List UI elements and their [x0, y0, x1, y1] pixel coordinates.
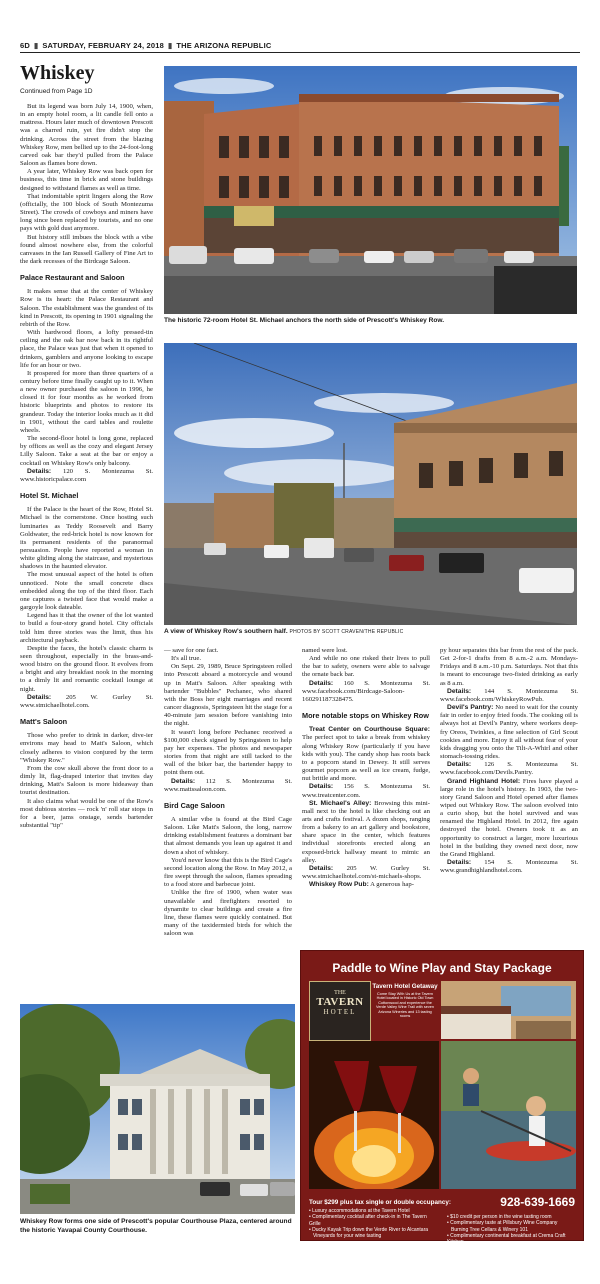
package-box — [371, 981, 439, 1039]
ad-bullet: • Complimentary cocktail after check-in in The Tavern Grille — [309, 1214, 427, 1227]
photo-hotel-st-michael — [164, 66, 577, 314]
photo-courthouse — [20, 1004, 295, 1214]
paragraph: Despite the faces, the hotel's classic charm is seen throughout, especially in the brass-and-wood bistro on the ground floor. It evolves from a bright and airy breakfast nook in the morning to a dimly lit and romantic cocktail lounge at night. — [20, 644, 153, 693]
subhead-hotel-st-michael: Hotel St. Michael — [20, 491, 79, 501]
article-column-3 — [302, 647, 430, 889]
photo-whiskey-row-south — [164, 343, 577, 625]
ad-bullet: • $10 credit per person in the wine tasting room — [447, 1214, 552, 1220]
stop-label: Devil's Pantry: — [447, 704, 494, 712]
details-label: Details: — [27, 693, 52, 701]
kayak-graphic — [441, 1041, 576, 1189]
details-text: 160 S. Montezuma St. www.facebook.com/Birdcage-Saloon-160291187328475. — [302, 679, 430, 703]
paragraph: It's all true. — [171, 655, 201, 663]
continued-from: Continued from Page 1D — [20, 88, 93, 95]
package-name: Tavern Hotel Getaway — [372, 983, 438, 990]
ad-bullets-right — [447, 1214, 575, 1245]
stop-text: The perfect spot to take a break from whiskey along Whiskey Row (particularly if you have kids with you). The candy shop has roots back to a popcorn stand in Dewey. It still serves gourmet popcorn as well as ice cream, fudge, nut brittle and more. — [302, 734, 430, 783]
details-line — [302, 865, 430, 881]
whiskey-row-south-image — [164, 343, 577, 625]
wine-fire-image — [309, 1041, 439, 1189]
subhead-more-stops: More notable stops on Whiskey Row — [302, 711, 429, 721]
paragraph: And while no one risked their lives to pull the bar to safety, owners were able to salvage the ornate back bar. — [302, 655, 430, 679]
folio-line — [20, 40, 580, 50]
stop-entry — [302, 881, 430, 889]
tavern-hotel-ad[interactable] — [300, 950, 584, 1246]
details-label: Details: — [171, 777, 196, 785]
paragraph: py hour separates this bar from the rest of the pack. Get 2-for-1 drafts from 8 a.m.-2 a.m. Mondays-Fridays and 8 a.m.-10 p.m. Saturdays. Not that this is meant to encourage two-fisted drinking as early as 8 a.m. — [440, 647, 578, 687]
paragraph: But its legend was born July 14, 1900, when, in an empty hotel room, a lit candle fell onto a mattress. Hours later much of downtown Prescott was a charred ruin, yet fire didn't stop the drinking. Across the street from the blazing Whiskey Row, men bellied up to the 24-foot-long carved oak bar they'd pulled from the Palace Saloon as flames bore down. — [20, 103, 153, 168]
details-text: 156 S. Montezuma St. www.treatcenter.com. — [302, 783, 430, 799]
article-column-1 — [20, 103, 153, 830]
folio-separator: ▮ — [34, 40, 39, 50]
details-text: 154 S. Montezuma St. www.grandhighlandhotel.com. — [440, 859, 578, 875]
details-text: 205 W. Gurley St. www.stmichaelhotel.com. — [20, 693, 153, 709]
folio-paper: THE ARIZONA REPUBLIC — [176, 40, 272, 50]
details-label: Details: — [309, 679, 334, 687]
subhead-matts-saloon: Matt's Saloon — [20, 717, 68, 727]
tavern-hotel-logo — [309, 981, 371, 1041]
folio-separator: ▮ — [168, 40, 173, 50]
logo-the: THE — [334, 990, 346, 996]
stop-entry — [302, 726, 430, 783]
stop-label: St. Michael's Alley: — [309, 799, 372, 807]
subhead-palace: Palace Restaurant and Saloon — [20, 273, 125, 283]
subhead-bird-cage: Bird Cage Saloon — [164, 800, 225, 810]
folio-date: SATURDAY, FEBRUARY 24, 2018 — [42, 40, 165, 50]
details-line — [440, 761, 578, 777]
hotel-room-image — [441, 981, 576, 1039]
stop-text: No need to wait for the county fair in order to enjoy fried foods. The cooking oil is always hot at Devil's Pantry, where workers deep-fry Oreos, Twinkies, a fine selection of Girl Scout cookies and more. Enjoy it all without fear of your kids dragging you onto the Tilt-A-Whirl and other stomach-tossing rides. — [440, 704, 578, 761]
ad-bullets-left — [309, 1208, 439, 1245]
stop-entry — [302, 800, 430, 865]
courthouse-image — [20, 1004, 295, 1214]
paragraph: It prospered for more than three quarters of a century before time finally caught up to it. When a new owner purchased the saloon in 1996, he closed it for four months as he worked from historic blueprints and photos to restore its grandeur. Today the interior looks much as it did in 1901, without the card tables and roulette wheels. — [20, 369, 153, 434]
details-label: Details: — [447, 761, 472, 769]
article-column-2 — [164, 647, 292, 938]
stop-label: Grand Highland Hotel: — [447, 777, 521, 785]
ad-bullet: • Complimentary continental breakfast at Crema Craft Kitchen — [447, 1232, 566, 1246]
stop-entry — [440, 704, 578, 761]
stop-entry — [440, 778, 578, 860]
paragraph: That indomitable spirit lingers along the Row (officially, the 100 block of South Montezuma Street). The crowds of cowboys and miners have long since been replaced by tourists, and no one pays with gold dust anymore. — [20, 192, 153, 233]
stop-text: Fires have played a large role in the hotel's history. In 1903, the two-story Grand Saloon and Hotel opened after flames wiped out Whiskey Row. The saloon evolved into a curio shop, but the hotel survived and was renamed the Highland Hotel. In 2012, fire again destroyed the hotel. Owners took it as an opportunity to construct a larger, more luxurious hotel in the building they owned next door, now the Grand Highland. — [440, 777, 579, 858]
paragraph: It wasn't long before Pechanec received a $100,000 check signed by Springsteen to help pay her expenses. The photos and newspaper stories from that night are still tacked to the wall of the biker bar, the bartender happy to point them out. — [164, 728, 292, 777]
stop-text: Browsing this mini-mall next to the hotel is like checking out an arts and crafts festival. A dozen shops, ranging from a bakery to an art gallery and bookstore, share space in the center, which features individual storefronts erected along an exposed-brick hallway meant to mimic an alley. — [302, 799, 430, 864]
details-line — [302, 783, 430, 799]
caption-top-photo: The historic 72-room Hotel St. Michael anchors the north side of Prescott's Whiskey Row. — [164, 317, 445, 324]
paragraph: A year later, Whiskey Row was back open for business, this time in brick and stone buildings designed to withstand flames as well as time. — [20, 168, 153, 192]
paragraph: — save for one fact. — [164, 647, 219, 654]
ad-bullet: • Luxury accommodations at the Tavern Hotel — [309, 1208, 410, 1214]
details-line — [302, 680, 430, 704]
details-line — [20, 694, 153, 710]
ad-bullet: Burning Tree Cellars & Winery 101 — [451, 1226, 528, 1233]
details-text: 126 S. Montezuma St. www.facebook.com/Devils.Pantry. — [440, 761, 578, 777]
details-label: Details: — [309, 783, 334, 791]
details-label: Details: — [447, 859, 472, 867]
details-label: Details: — [447, 687, 472, 695]
details-line — [164, 778, 292, 794]
article-headline: Whiskey — [20, 62, 95, 84]
details-text: 120 S. Montezuma St. www.historicpalace.com — [20, 467, 153, 483]
details-text: 205 W. Gurley St. www.stmichaelhotel.com/st-michaels-shops. — [302, 864, 430, 881]
paragraph: From the cow skull above the front door to a dimly lit, flag-draped interior that invites day drinking, Matt's Saloon is more hideaway than tourist destination. — [20, 764, 153, 797]
logo-tavern: TAVERN — [316, 996, 364, 1008]
paragraph: Legend has it that the owner of the lot wanted to build a four-story grand hotel. City officials told him three stories was the limit, thus his architectural payback. — [20, 612, 153, 644]
ad-bullets — [309, 1208, 575, 1245]
paragraph: It makes sense that at the center of Whiskey Row is its heart: the Palace Restaurant and Saloon. The establishment was the grandest of its kind in Prescott, its opening in 1901 signaling the rebirth of the Row. — [20, 288, 153, 328]
package-description: Come Stay With Us at the Tavern Hotel located in Historic Old Town Cottonwood and experience the Verde Valley Wine Trail with seven Arizona Wineries and 13 tasting rooms — [376, 992, 434, 1019]
details-line — [440, 688, 578, 704]
article-column-4 — [440, 647, 578, 875]
details-line — [440, 859, 578, 875]
folio-rule — [20, 52, 580, 53]
caption-text: A view of Whiskey Row's southern half. — [164, 628, 288, 635]
stop-label: Whiskey Row Pub: — [309, 881, 369, 889]
ad-bullet: • Ducky Kayak Trip down the Verde River to Alcantara — [309, 1226, 429, 1233]
ad-bullet: • Complimentary taste at Pillsbury Wine Company — [447, 1220, 558, 1227]
paragraph: On Sept. 29, 1989, Bruce Springsteen rolled into Prescott aboard a motorcycle and wound up in Matt's Saloon. After speaking with bartender "Bubbles" Pechanec, who shared with the Boss her eight marriages and recent cancer diagnosis, Springsteen hit the stage for a 40-minute jam session before vanishing into the night. — [164, 663, 292, 728]
paragraph: With hardwood floors, a lofty pressed-tin ceiling and the oak bar now back in its rightful place, the Palace was just that when it opened to drinkers, gamblers and anyone looking to escape life for an hour or two. — [20, 329, 153, 369]
paragraph: If the Palace is the heart of the Row, Hotel St. Michael is the cornerstone. Once hosting such luminaries as Teddy Roosevelt and Barry Goldwater, the red-brick hotel is now known for its permanent residents of the paranormal persuasion. People have reported a woman in white gliding along the staircase, and mysterious shadows in the haunted elevator. — [20, 506, 153, 571]
wine-fire-graphic — [309, 1041, 439, 1189]
details-label: Details: — [27, 467, 52, 475]
paragraph: The most unusual aspect of the hotel is often unnoticed. Note the small concrete discs embedded along the top of the third floor. Each one captures a twisted face that would make a gargoyle look dateable. — [20, 571, 153, 612]
hotel-st-michael-image — [164, 66, 577, 314]
ad-price: Tour $299 plus tax single or double occupancy: — [309, 1199, 451, 1206]
caption-middle-photo — [164, 628, 579, 635]
paragraph: Unlike the fire of 1900, when water was unavailable and firefighters resorted to dynamite to clear buildings and create a fire line, these flames were quickly contained. But many of the taxidermied birds for which the saloon was — [164, 889, 292, 938]
details-line — [20, 468, 153, 484]
kayak-image — [441, 1041, 576, 1189]
stop-label: Treat Center on Courthouse Square: — [309, 726, 430, 734]
details-text: 144 S. Montezuma St. www.facebook.com/WhiskeyRowPub. — [440, 687, 578, 703]
photo-credit: PHOTOS BY SCOTT CRAVEN/THE REPUBLIC — [289, 629, 404, 635]
paragraph: It also claims what would be one of the Row's most dubious stories — rock 'n' roll star stops in for a beer, jams onstage, sends bartender substantial "tip" — [20, 797, 153, 829]
caption-bottom-photo: Whiskey Row forms one side of Prescott's popular Courthouse Plaza, centered around the historic Yavapai County Courthouse. — [20, 1218, 292, 1234]
page-number: 6D — [20, 40, 30, 50]
paragraph: You'd never know that this is the Bird Cage's second location along the Row. In May 2012, a fire swept through the saloon, flames spreading to a food store and barbecue joint. — [164, 856, 292, 889]
ad-bullet: Vineyards for your wine tasting — [313, 1233, 382, 1240]
details-text: 112 S. Montezuma St. www.mattssaloon.com. — [164, 777, 292, 793]
paragraph: Those who prefer to drink in darker, dive-ier environs may head to Matt's Saloon, which closely adheres to vision conjured by the term "Whiskey Row." — [20, 732, 153, 764]
logo-hotel: HOTEL — [323, 1008, 357, 1016]
ad-title: Paddle to Wine Play and Stay Package — [332, 961, 552, 975]
hotel-room-graphic — [441, 981, 576, 1039]
details-label: Details: — [309, 864, 334, 872]
stop-text: A generous hap- — [368, 881, 414, 889]
paragraph: A similar vibe is found at the Bird Cage Saloon. Like Matt's Saloon, the long, narrow drinking establishment features a dominant bar that almost demands you lean up against it and down a shot of whiskey. — [164, 815, 292, 856]
paragraph: But history still imbues the block with a vibe found almost nowhere else, from the colorful canvases in the Ian Russell Gallery of Fine Art to the dark recesses of the Birdcage Saloon. — [20, 233, 153, 265]
paragraph: named were lost. — [302, 647, 348, 654]
paragraph: The second-floor hotel is long gone, replaced by offices as well as the cozy and elegant Jersey Lilly Saloon. Take a seat at the bar or enjoy a cocktail on Whiskey Row's only balcony. — [20, 435, 153, 467]
ad-phone-number[interactable]: 928-639-1669 — [500, 1195, 575, 1209]
